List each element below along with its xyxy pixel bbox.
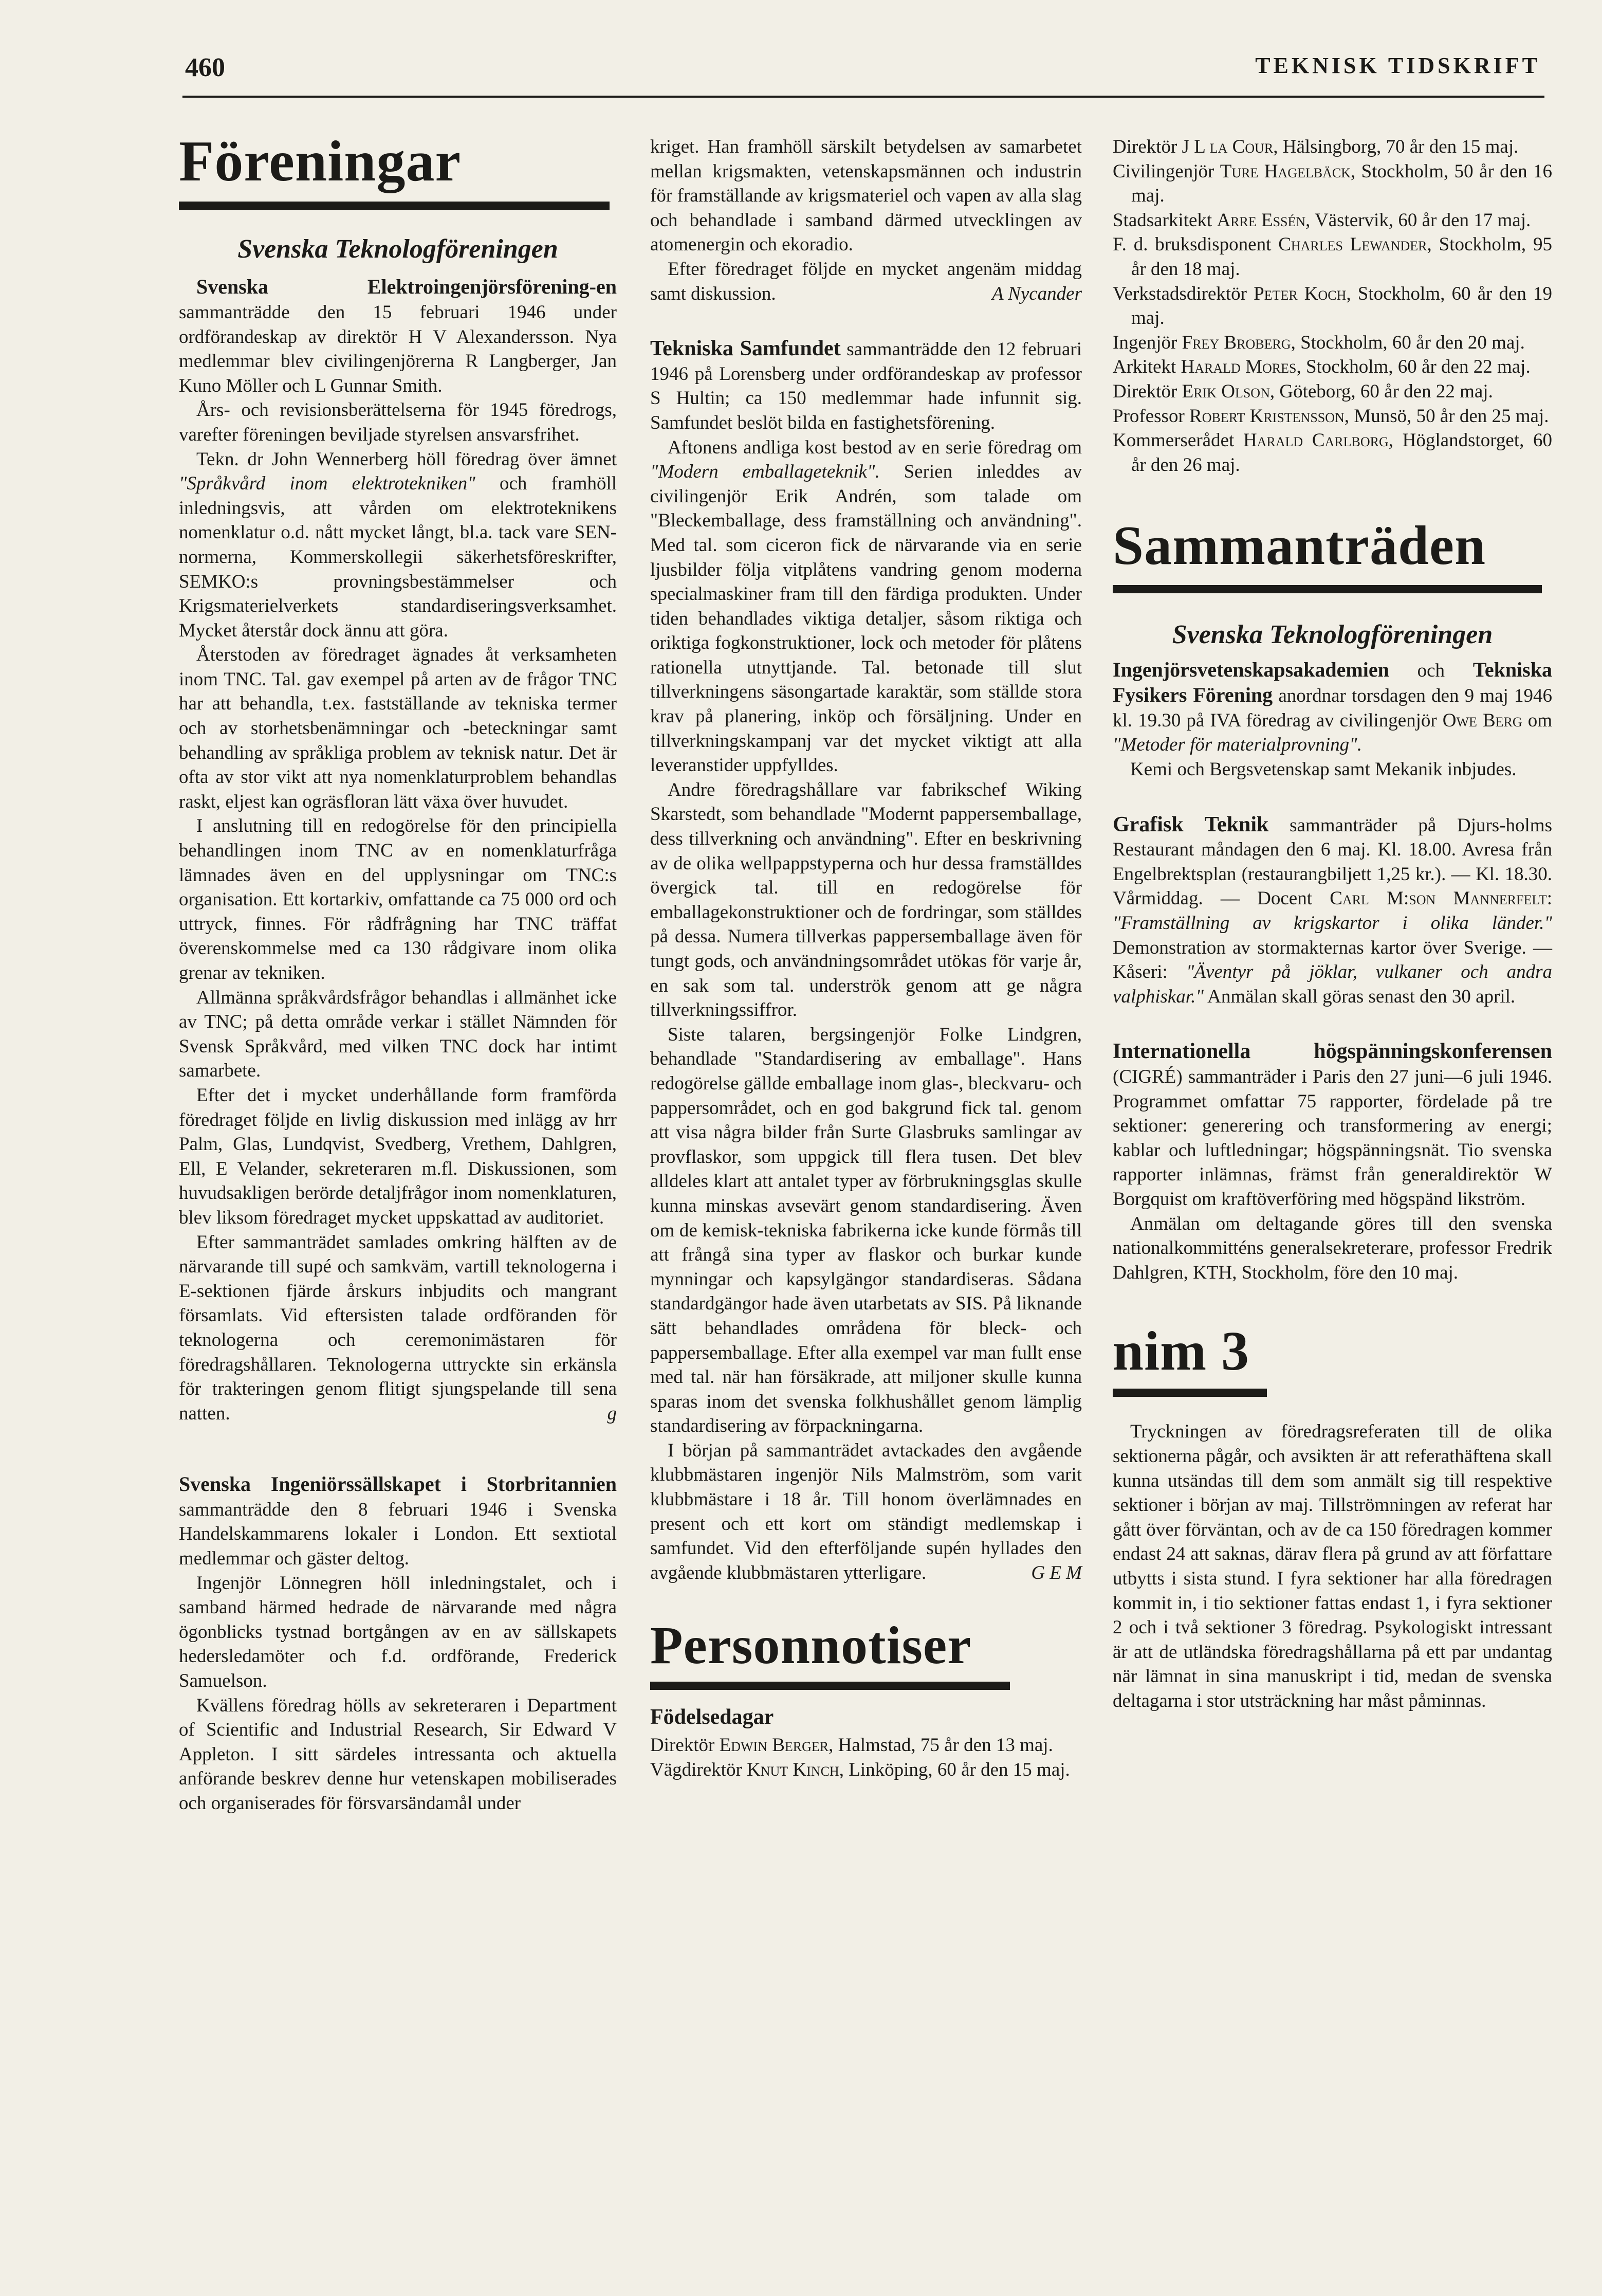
birthday-title: Ingenjör [1113,332,1182,353]
birthday-list [1113,135,1552,477]
header-rule [182,96,1544,98]
birthday-title: Vägdirektör [650,1759,747,1780]
org-name: Ingenjörsvetenskapsakademien [1113,658,1389,681]
paragraph: Demonstration av stormakternas kartor över Sverige. — Kåseri: [1113,937,1552,983]
paragraph: : [1546,888,1552,909]
birthday-entry [1113,355,1552,379]
birthday-detail: , Höglandstorget, 60 år den 26 maj. [1131,430,1552,476]
signature: G E M [1031,1562,1082,1583]
org-name: Tekniska Fysikers Förening [1113,658,1552,707]
section-rule [179,202,610,210]
paragraph: och [1389,660,1473,681]
signature: g [607,1402,617,1424]
birthday-title: Stadsarkitekt [1113,209,1217,231]
paragraph: och framhöll inledningsvis, att vården om elektroteknikens nomenklatur o.d. nått mycket långt, bl.a. tack vare SEN-normerna, Kommerskollegii säkerhetsföreskrifter, SEMKO:s provningsbestämmelser och Krigsmaterielverkets standardiseringsverksamhet. Mycket återstår dock ännu att göra. [179,473,617,641]
lecture-title: "Metoder för materialprovning". [1113,734,1362,756]
paragraph: Anmälan skall göras senast den 30 april. [1203,986,1516,1007]
paragraph: Efter föredraget följde en mycket angenäm middag samt diskussion. [650,258,1082,304]
paragraph: om [1522,709,1553,731]
paragraph: sammanträder på Djurs-holms Restaurant måndagen den 6 maj. Kl. 18.00. Avresa från Engelbrektsplan (restaurangbiljett 1,25 kr.). — Kl. 18.30. Vårmiddag. — Docent [1113,814,1552,909]
paragraph: sammanträdde den 12 februari 1946 på Lorensberg under ordförandeskap av professor S Hultin; ca 150 medlemmar hade infunnit sig. Samfundet beslöt bilda en fastighetsförening. [650,339,1082,433]
birthday-list [650,1733,1082,1782]
paragraph: Års- och revisionsberättelserna för 1945 föredrogs, varefter föreningen beviljade styrelsen ansvarsfrihet. [179,399,617,445]
person-name: Erik Olson [1182,380,1270,402]
birthday-detail: , Munsö, 50 år den 25 maj. [1344,405,1549,427]
paragraph: Aftonens andliga kost bestod av en serie föredrag om [668,436,1082,458]
paragraph: Tryckningen av föredragsreferaten till de olika sektionerna pågår, och avsikten är att referathäftena skall kunna utsändas till dem som anmält sig till respektive sektioner i början av maj. Tillströmningen av referat har gått över förväntan, och av de ca 150 föredragen kommer endast 24 att saknas, därav flera på grund av att författare utbytts i sista stund. I fyra sektioner har alla föredragen kommit in, i tio sektioner fattas endast 1, i fyra sektioner 2 och i två sektioner 3 föredrag. Psykologiskt intressant är att de utländska föredragshållarna på ett par undantag när lämnat in sina manuskript i tid, medan de svenska deltagarna i stor utsträckning har måst påminnas. [1113,1421,1552,1711]
birthday-title: Civilingenjör [1113,160,1220,182]
paragraph: Andre föredragshållare var fabrikschef Wiking Skarstedt, som behandlade "Modernt pappersemballage, dess tillverkning och användning". Efter en beskrivning av de olika wellpappstyperna och hur dessa framställdes övergick tal. till en redogörelse för emballagekonstruktioner och de fordringar, som ställdes på dessa. Numera tillverkas pappersemballage även för tungt gods, och användningsområdet utökas för varje år, en sak som tal. underströk genom att ge några tillverkningssiffror. [650,779,1082,1021]
paragraph: I början på sammanträdet avtackades den avgående klubbmästaren ingenjör Nils Malmström, som varit klubbmästare i 18 år. Till honom överlämnades en present och ett kort om ständigt medlemskap i samfundet. Vid den efterföljande supén hyllades den avgående klubbmästaren ytterligare. [650,1439,1082,1583]
birthday-entry [1113,331,1552,355]
signature: A Nycander [991,283,1082,304]
person-name: J L la Cour [1182,136,1274,157]
column-1 [179,130,617,1816]
section-title-sammantraden: Sammanträden [1113,515,1486,577]
person-name: Ture Hagelbäck [1220,160,1351,182]
org-name: Svenska Elektroingenjörsförening-en [196,275,617,299]
birthday-detail: , Hälsingborg, 70 år den 15 maj. [1273,136,1519,157]
paragraph: Efter sammanträdet samlades omkring hälften av de närvarande till supé och samkväm, vartill teknologerna i E-sektionen fjärde årskurs inbjudits och mangrant församlats. Vid eftersisten talade ordföranden för teknologerna och ceremonimästaren för föredragshållaren. Teknologerna uttryckte sin erkänsla för trakteringen genom flitigt sjungspelande till sena natten. [179,1231,617,1424]
birthday-detail: , Stockholm, 95 år den 18 maj. [1131,234,1553,280]
person-name: Robert Kristensson [1189,405,1345,427]
paragraph: sammanträdde den 8 februari 1946 i Svenska Handelskammarens lokaler i London. Ett sextiotal medlemmar och gäster deltog. [179,1499,617,1570]
section-rule [1113,1389,1267,1397]
birthday-title: Kommerserådet [1113,430,1243,451]
paragraph: Återstoden av föredraget ägnades åt verksamheten inom TNC. Tal. gav exempel på arten av de frågor TNC har att behandla, t.ex. fastställande av tekniska termer och av storhetsbenämningar och -beteckningar samt behandling av språkliga problem av teknisk natur. Det är ofta av stor vikt att nya nomenklaturproblem behandlas raskt, eljest kan ogräsfloran lätt växa över huvudet. [179,644,617,812]
page-number: 460 [185,53,225,82]
birthday-entry [1113,159,1552,208]
paragraph: Ingenjör Lönnegren höll inledningstalet, och i samband härmed hedrade de närvarande med några ögonblicks tystnad bortgången av en av sällskapets hedersledamöter och f.d. ordförande, Frederick Samuelson. [179,1572,617,1692]
paragraph: Tekn. dr John Wennerberg höll föredrag över ämnet [196,448,617,470]
org-name: Tekniska Samfundet [650,337,841,361]
section-title-personnotiser: Personnotiser [650,1616,972,1675]
column-2 [650,135,1082,1782]
birthday-title: F. d. bruksdisponent [1113,234,1279,256]
person-name: Charles Lewander [1278,234,1427,256]
birthday-entry [1113,404,1552,429]
person-name: Arre Essén [1217,209,1306,231]
org-name: Svenska Ingeniörssällskapet i Storbritannien [179,1472,617,1496]
birthday-detail: , Stockholm, 60 år den 20 maj. [1291,332,1525,353]
section-title-foreningar: Föreningar [179,130,462,193]
lecture-title: "Språkvård inom elektrotekniken" [179,473,475,495]
birthday-title: Verkstadsdirektör [1113,283,1254,304]
person-name: Harald Mores [1181,356,1297,378]
paragraph: Serien inleddes av civilingenjör Erik Andrén, som talade om "Bleckemballage, dess framställning och användning". Med tal. som ciceron fick de närvarande via en serie ljusbilder följa vitplåtens vandring genom moderna specialmaskiner fram till den färdiga produkten. Under tiden behandlades viktiga detaljer, såsom riktiga och oriktiga fogkonstruktioner, lock och metoder för plåtens rationella utnyttjande. Tal. betonade till slut tillverkningens säsongartade karaktär, som ställde stora krav på planering, inköp och försäljning. Under en tillverkningskampanj var det mycket viktigt att alla leveranstider uppfylldes. [650,461,1082,776]
birthday-detail: , Stockholm, 50 år den 16 maj. [1131,160,1552,207]
paragraph: Anmälan om deltagande göres till den svenska nationalkommitténs generalsekreterare, professor Fredrik Dahlgren, KTH, Stockholm, före den 10 maj. [1113,1213,1552,1283]
paragraph: (CIGRÉ) sammanträder i Paris den 27 juni—6 juli 1946. Programmet omfattar 75 rapporter, fördelade på tre sektioner: generering och transformering av energi; kablar och luftledningar; högspänningsnät. Tio svenska rapporter inlämnas, främst från generaldirektör W Borgquist om kraftöverföring med högspänd likström. [1113,1066,1552,1210]
subsection-title: Svenska Teknologföreningen [1172,620,1493,650]
birthdays-heading: Födelsedagar [650,1705,774,1729]
birthday-entry [1113,208,1552,233]
birthday-entry [1113,282,1552,331]
section-title-nim3: nim 3 [1113,1321,1250,1382]
birthday-entry [1113,379,1552,404]
org-name: Internationella högspänningskonferensen [1113,1040,1552,1064]
birthday-entry [650,1758,1082,1782]
birthday-detail: , Stockholm, 60 år den 19 maj. [1131,283,1552,329]
running-title: TEKNISK TIDSKRIFT [1255,53,1540,78]
paragraph: Efter det i mycket underhållande form framförda föredraget följde en livlig diskussion med inlägg av hrr Palm, Glas, Lundqvist, Svedberg, Vrethem, Dahlgren, Ell, E Velander, sekreteraren m.fl. Diskussionen, som huvudsakligen berörde detaljfrågor inom nomenklaturen, blev liksom föredraget mycket uppskattad av auditoriet. [179,1084,617,1228]
paragraph: sammanträdde den 15 februari 1946 under ordförandeskap av direktör H V Alexandersson. Nya medlemmar blev civilingenjörerna R Langberger, Jan Kuno Möller och L Gunnar Smith. [179,301,617,396]
birthday-entry [1113,135,1552,159]
paragraph: anordnar torsdagen den 9 maj 1946 kl. 19.30 på IVA föredrag av civilingenjör [1113,685,1552,731]
column-3 [1113,135,1552,1713]
birthday-title: Direktör [650,1735,720,1756]
birthday-detail: , Halmstad, 75 år den 13 maj. [828,1735,1053,1756]
lecture-title: "Äventyr på jöklar, vulkaner och andra valphiskar." [1113,961,1552,1007]
birthday-detail: , Västervik, 60 år den 17 maj. [1305,209,1531,231]
person-name: Edwin Berger [719,1735,829,1756]
lecture-title: "Modern emballageteknik". [650,461,880,483]
birthday-detail: , Göteborg, 60 år den 22 maj. [1269,380,1493,402]
birthday-title: Direktör [1113,380,1182,402]
person-name: Knut Kinch [747,1759,839,1780]
person-name: Carl M:son Mannerfelt [1330,888,1547,909]
section-rule [650,1682,1010,1690]
section-rule [1113,585,1542,593]
paragraph: Kemi och Bergsvetenskap samt Mekanik inbjudes. [1130,759,1517,780]
org-name: Grafisk Teknik [1113,812,1269,836]
person-name: Peter Koch [1254,283,1347,304]
paragraph: kriget. Han framhöll särskilt betydelsen av samarbetet mellan krigsmakten, vetenskapsmännen och industrin för framställande av krigsmateriel och vapen av alla slag och behandlade i samband därmed utvecklingen av atomenergin och ekoradio. [650,136,1082,256]
paragraph: Allmänna språkvårdsfrågor behandlas i allmänhet icke av TNC; på detta område verkar i stället Nämnden för Svensk Språkvård, med vilken TNC dock har intimt samarbete. [179,987,617,1082]
birthday-entry [1113,428,1552,477]
birthday-title: Direktör [1113,136,1182,157]
lecture-title: "Framställning av krigskartor i olika länder." [1113,913,1552,934]
paragraph: Siste talaren, bergsingenjör Folke Lindgren, behandlade "Standardisering av emballage". Hans redogörelse gällde emballage inom glas-, bleckvaru- och pappersområdet, och en god bakgrund fick tal. genom att visa några bilder från Surte Glasbruks samlingar av provflaskor, som uppgick till flera tusen. Det blev alldeles klart att antalet typer av förbrukningsglas skulle kunna minskas avsevärt genom standardisering. Även om de kemisk-tekniska fabrikerna icke kunde förmås till att frångå sina typer av flaskor och burkar kunde mynningar och kapsylgängor standardiseras. Sådana standardgängor hade även utarbetats av SIS. På liknande sätt behandlades områdena för bleck- och pappersemballage. Efter alla exempel var man fullt ense med tal. när han försäkrade, att miljoner skulle kunna sparas inom det svenska folkhushållet genom lämplig standardisering av förpackningarna. [650,1024,1082,1437]
person-name: Owe Berg [1442,709,1522,731]
person-name: Harald Carlborg [1243,430,1389,451]
paragraph: Kvällens föredrag hölls av sekreteraren i Department of Scientific and Industrial Research, Sir Edward V Appleton. I sitt särdeles intressanta och aktuella anförande beskrev denne hur vetenskapen mobiliserades och organiserades för försvarsändamål under [179,1694,617,1814]
birthday-detail: , Stockholm, 60 år den 22 maj. [1296,356,1531,378]
birthday-entry [650,1733,1082,1758]
paragraph: I anslutning till en redogörelse för den principiella behandlingen inom TNC av en nomenklaturfråga lämnades även en del upplysningar om TNC:s organisation. Ett kortarkiv, omfattande ca 75 000 ord och uttryck, finnes. För rådfrågning har TNC träffat överenskommelse med ca 130 rådgivare inom olika grenar av tekniken. [179,815,617,984]
birthday-title: Professor [1113,405,1190,427]
person-name: Frey Broberg [1182,332,1291,353]
subsection-title: Svenska Teknologföreningen [237,234,558,264]
birthday-entry [1113,232,1552,281]
birthday-title: Arkitekt [1113,356,1181,378]
birthday-detail: , Linköping, 60 år den 15 maj. [839,1759,1070,1780]
